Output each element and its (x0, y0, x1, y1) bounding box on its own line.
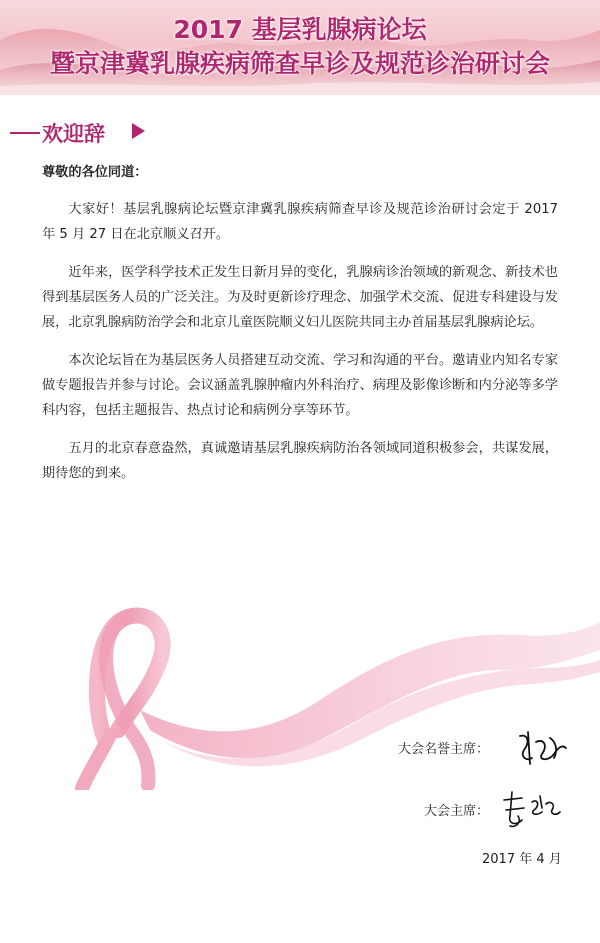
header-title-line2: 暨京津冀乳腺疾病筛查早诊及规范诊治研讨会 (49, 49, 550, 78)
honorary-chair-label: 大会名誉主席： (398, 742, 490, 757)
heading-rule (10, 132, 40, 134)
section-heading (0, 118, 300, 148)
honorary-chair-signature (514, 728, 574, 768)
triangle-right-icon (132, 123, 145, 139)
pink-ribbon-icon (0, 590, 600, 790)
chair-signature (496, 786, 566, 832)
letter-body (42, 160, 558, 499)
page-header (0, 0, 600, 95)
letter-paragraph: 近年来，医学科学技术正发生日新月异的变化，乳腺病诊治领域的新观念、新技术也得到基层医务人员的广泛关注。为及时更新诊疗理念、加强学术交流、促进专科建设与发展，北京乳腺病防治学会和北京儿童医院顺义妇儿医院共同主办首届基层乳腺病论坛。 (42, 265, 558, 330)
letter-paragraph: 五月的北京春意盎然，真诚邀请基层乳腺疾病防治各领域同道积极参会，共谋发展，期待您的到来。 (42, 441, 558, 481)
section-title: 欢迎辞 (42, 122, 105, 146)
letter-greeting: 尊敬的各位同道： (42, 165, 148, 180)
chair-label: 大会主席： (424, 804, 490, 819)
header-title-line1: 2017 基层乳腺病论坛 (173, 15, 427, 44)
letter-paragraph: 大家好！基层乳腺病论坛暨京津冀乳腺疾病筛查早诊及规范诊治研讨会定于 2017 年 5 月 27 日在北京顺义召开。 (42, 202, 558, 242)
letter-paragraph: 本次论坛旨在为基层医务人员搭建互动交流、学习和沟通的平台。邀请业内知名专家做专题报告并参与讨论。会议涵盖乳腺肿瘤内外科治疗、病理及影像诊断和内分泌等多学科内容，包括主题报告、热点讨论和病例分享等环节。 (42, 353, 558, 418)
letter-date: 2017 年 4 月 (482, 852, 562, 867)
